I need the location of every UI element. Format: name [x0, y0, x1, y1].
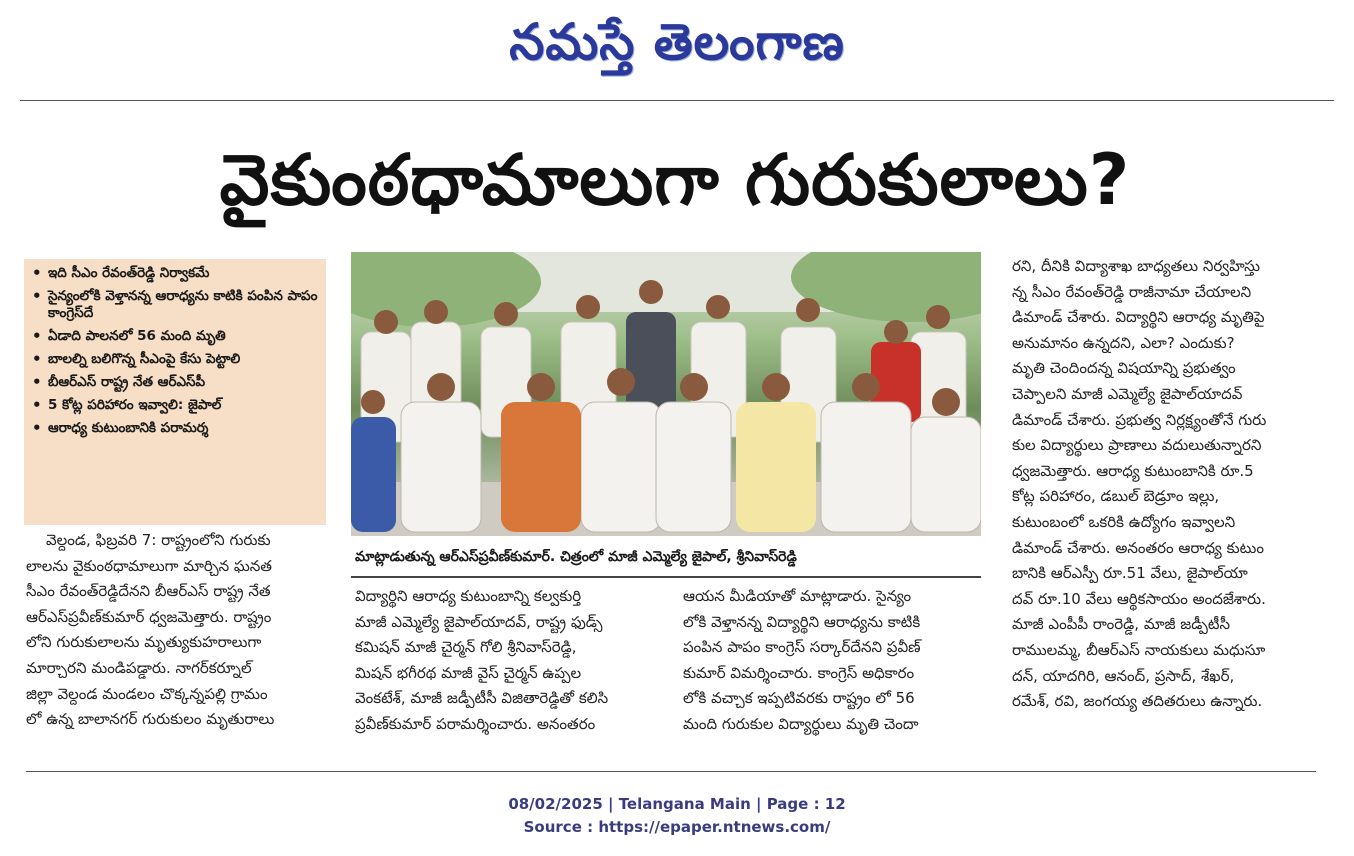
text-line: రాములమ్మ, బీఆర్‌ఎస్ నాయకులు మధుసూ: [1012, 640, 1266, 659]
bullet-icon: •: [32, 396, 42, 414]
masthead-title: నమస్తే తెలంగాణ: [509, 12, 845, 71]
bullet-icon: •: [32, 350, 42, 368]
bullet-icon: •: [32, 287, 42, 305]
highlight-text: బాలల్ని బలిగొన్న సీఎంపై కేసు పెట్టాలి: [48, 351, 241, 367]
highlight-text: ఇది సీఎం రేవంత్‌రెడ్డి నిర్వాకమే: [48, 265, 210, 281]
article-headline: వైకుంఠధామాలుగా గురుకులాలు?: [219, 139, 1131, 221]
article-column-3: [683, 584, 983, 738]
text-line: డిమాండ్ చేశారు. విద్యార్థిని ఆరాధ్య మృతిపై: [1012, 308, 1265, 327]
text-line: ఆర్‌ఎస్‌ప్రవీణ్‌కుమార్ ధ్వజమెత్తారు. రాష్ట్రం: [26, 607, 272, 626]
highlight-text: 5 కోట్ల పరిహారం ఇవ్వాలి: జైపాల్: [48, 397, 222, 413]
text-line: లో ఉన్న బాలానగర్ గురుకులం మృతురాలు: [26, 710, 275, 729]
bullet-icon: •: [32, 327, 42, 345]
article-photo: [351, 252, 981, 536]
highlight-item: [32, 397, 320, 414]
text-line: మిషన్ భగీరథ మాజీ వైస్ చైర్మన్ ఉప్పల: [355, 663, 582, 682]
text-line: కుటుంబంలో ఒకరికి ఉద్యోగం ఇవ్వాలని: [1012, 512, 1236, 531]
highlight-item: [32, 288, 320, 322]
highlight-text: ఏడాది పాలనలో 56 మంది మృతి: [48, 328, 226, 344]
text-line: డిమాండ్ చేశారు. అనంతరం ఆరాధ్య కుటుం: [1012, 538, 1264, 557]
text-line: మంది గురుకుల విద్యార్థులు మృతి చెందా: [683, 714, 919, 733]
article-column-4: [1012, 254, 1318, 715]
text-line: విద్యార్థిని ఆరాధ్య కుటుంబాన్ని కల్వకుర్తి: [355, 587, 582, 605]
footer-date-page: 08/02/2025 | Telangana Main | Page : 12: [508, 795, 846, 813]
text-line: జిల్లా వెల్దండ మండలం చొక్కన్నపల్లి గ్రామం: [26, 684, 268, 703]
bullet-icon: •: [32, 419, 42, 437]
text-line: అనుమానం ఉన్నదని, ఎలా? ఎందుకు?: [1012, 333, 1235, 352]
highlight-text: బీఆర్‌ఎస్ రాష్ట్ర నేత ఆర్‌ఎస్‌పీ: [48, 374, 206, 390]
masthead-divider: [20, 100, 1334, 101]
text-line: న్న సీఎం రేవంత్‌రెడ్డి రాజీనామా చేయాలని: [1012, 282, 1252, 301]
highlight-item: [32, 328, 320, 345]
highlight-text: సైన్యంలోకి వెళ్తానన్న ఆరాధ్యను కాటికి పంపిన పాపం కాంగ్రెస్‌దే: [48, 288, 318, 321]
caption-divider: [351, 576, 981, 578]
text-line: పంపిన పాపం కాంగ్రెస్ సర్కార్‌దేనని ప్రవీణ్: [683, 638, 921, 657]
text-line: కమిషన్ మాజీ చైర్మన్ గోలి శ్రీనివాస్‌రెడ్డి,: [355, 638, 577, 657]
group-photo-illustration: [351, 252, 981, 536]
text-line: లోకి వచ్చాక ఇప్పటివరకు రాష్ట్రం లో 56: [683, 689, 915, 708]
text-line: డిమాండ్ చేశారు. ప్రభుత్వ నిర్లక్ష్యంతోనే గురు: [1012, 410, 1267, 429]
text-line: ప్రవీణ్‌కుమార్ పరామర్శించారు. అనంతరం: [355, 714, 596, 733]
highlight-item: [32, 265, 320, 282]
article-column-1: [26, 528, 326, 733]
highlight-item: [32, 420, 320, 437]
text-line: ధ్వజమెత్తారు. ఆరాధ్య కుటుంబానికి రూ.5: [1012, 461, 1254, 480]
text-line: మృతి చెందిందన్న విషయాన్ని ప్రభుత్వం: [1012, 359, 1236, 378]
text-line: ఆయన మీడియాతో మాట్లాడారు. సైన్యం: [683, 587, 912, 605]
text-line: మాజీ ఎంపీపీ రాంరెడ్డి, మాజీ జడ్పీటీసీ: [1012, 615, 1230, 634]
bullet-icon: •: [32, 264, 42, 282]
text-line: బానికి ఆర్‌ఎస్పీ రూ.51 వేలు, జైపాల్‌యా: [1012, 564, 1248, 583]
text-line: లాలను వైకుంఠధామాలుగా మార్చిన ఘనత: [26, 556, 272, 575]
article-bottom-divider: [26, 771, 1316, 772]
footer-source: Source : https://epaper.ntnews.com/: [523, 818, 831, 836]
highlight-item: [32, 374, 320, 391]
highlights-box: [24, 259, 326, 525]
text-line: లోకి వెళ్తానన్న విద్యార్థిని ఆరాధ్యను కాటికి: [683, 612, 921, 631]
text-line: మార్చారని మండిపడ్డారు. నాగర్‌కర్నూల్: [26, 658, 252, 677]
text-line: దన్, యాదగిరి, ఆనంద్, ప్రసాద్, శేఖర్,: [1012, 666, 1235, 685]
text-line: చెప్పాలని మాజీ ఎమ్మెల్యే జైపాల్‌యాదవ్: [1012, 384, 1243, 403]
text-line: సీఎం రేవంత్‌రెడ్డిదేనని బీఆర్‌ఎస్ రాష్ట్ర నేత: [26, 582, 271, 601]
photo-caption: మాట్లాడుతున్న ఆర్‌ఎస్‌ప్రవీణ్‌కుమార్. చిత్రంలో మాజీ ఎమ్మెల్యే జైపాల్, శ్రీనివాస్‌రెడ్డి: [355, 549, 797, 565]
text-line: రని, దీనికి విద్యాశాఖ బాధ్యతలు నిర్వహిస్తు: [1012, 257, 1260, 275]
text-line: రమేశ్, రవి, జంగయ్య తదితరులు ఉన్నారు.: [1012, 692, 1263, 711]
bullet-icon: •: [32, 373, 42, 391]
text-line: మాజీ ఎమ్మెల్యే జైపాల్‌యాదవ్, రాష్ట్ర ఫుడ్స్: [355, 612, 603, 631]
text-line: కోట్ల పరిహారం, డబుల్ బెడ్రూం ఇల్లు,: [1012, 487, 1220, 506]
text-line: కుమార్ విమర్శించారు. కాంగ్రెస్ అధికారం: [683, 663, 915, 682]
text-line: వెంకటేశ్, మాజీ జడ్పీటీసీ విజితారెడ్డితో కలిసి: [355, 689, 609, 708]
highlight-text: ఆరాధ్య కుటుంబానికి పరామర్శ: [48, 420, 209, 436]
text-line: వెల్దండ, ఫిబ్రవరి 7: రాష్ట్రంలోని గురుకు: [46, 531, 271, 549]
text-line: లోని గురుకులాలను మృత్యుకుహరాలుగా: [26, 633, 262, 652]
article-column-2: [355, 584, 655, 738]
highlight-item: [32, 351, 320, 368]
text-line: కుల విద్యార్థులు ప్రాణాలు వదులుతున్నారని: [1012, 436, 1262, 455]
text-line: దవ్ రూ.10 వేలు ఆర్థికసాయం అందజేశారు.: [1012, 589, 1266, 608]
